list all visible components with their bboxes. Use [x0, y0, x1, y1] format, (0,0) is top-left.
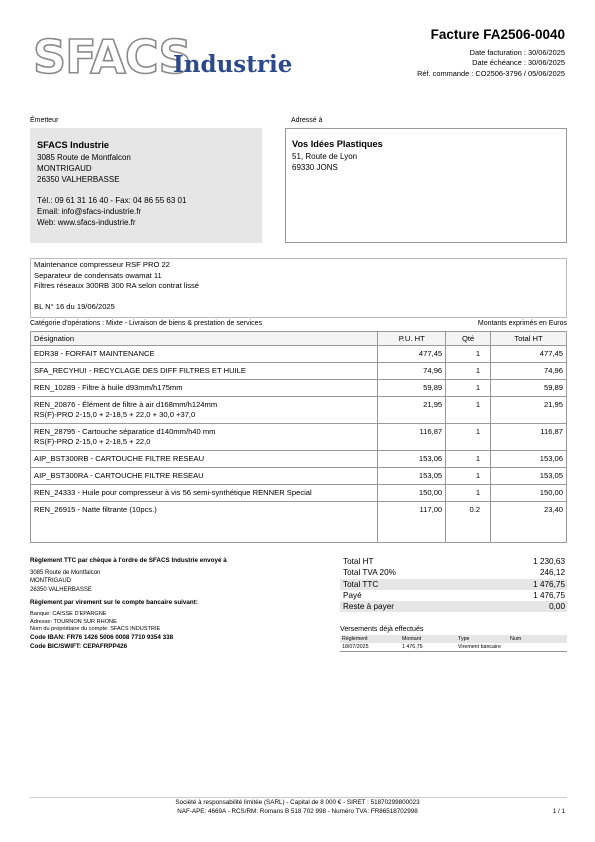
- footer: [0, 799, 595, 817]
- cell-designation: SFA_RECYHUI - RECYCLAGE DES DIFF FILTRES ET HUILE: [31, 363, 378, 380]
- total-label: Payé: [343, 590, 362, 600]
- cell-total: 59,89: [491, 380, 567, 397]
- emetteur-label: Émetteur: [30, 117, 59, 124]
- cell-total: 21,95: [491, 397, 567, 424]
- description-box: [30, 258, 567, 318]
- designation-detail: RS(F)-PRO 2-15,0 + 2-18,5 + 22,0: [34, 437, 151, 446]
- emetteur-address-line: 3085 Route de Montfalcon: [37, 153, 131, 162]
- cell-designation: REN_10289 - Filtre à huile d93mm/h175mm: [31, 380, 378, 397]
- totals-block: [340, 556, 567, 612]
- cell-qte: 1: [446, 485, 491, 502]
- cell-pu: 59,89: [378, 380, 446, 397]
- cell-designation: AIP_BST300RA - CARTOUCHE FILTRE RESEAU: [31, 468, 378, 485]
- total-value: 1 230,63: [533, 557, 565, 566]
- currency-note: Montants exprimés en Euros: [477, 320, 567, 327]
- ref-commande: Réf. commande : CO2506-3796 / 05/06/2025: [417, 68, 565, 78]
- designation-line: REN_20876 - Élément de filtre à air d168mm/h124mm: [34, 400, 218, 409]
- cell-pu: 21,95: [378, 397, 446, 424]
- cell-total: 477,45: [491, 346, 567, 363]
- vers-col-num: Num: [508, 635, 567, 643]
- table-row: [31, 346, 567, 363]
- cell-qte: 0.2: [446, 502, 491, 543]
- footer-legal-line: Société à responsabilité limitée (SARL) - Capital de 8 000 € - SIRET : 51870299800023: [175, 799, 420, 806]
- emetteur-email: Email: info@sfacs-industrie.fr: [37, 207, 142, 216]
- destinataire-label: Adressé à: [291, 117, 323, 124]
- category-text: Catégorie d'opérations : Mixte - Livraison de biens & prestation de services: [30, 320, 263, 327]
- description-spacer: [34, 292, 563, 303]
- total-value: 0,00: [549, 602, 565, 612]
- bank-line: Banque: CAISSE D'EPARGNE: [30, 610, 107, 617]
- cell-pu: 74,96: [378, 363, 446, 380]
- vers-date: 18/07/2025: [340, 643, 400, 652]
- logo-industrie-text: Industrie: [173, 51, 293, 78]
- destinataire-address-line: 51, Route de Lyon: [292, 152, 358, 161]
- cell-total: 153,06: [491, 451, 567, 468]
- total-label: Total TTC: [343, 579, 379, 589]
- table-row: [31, 502, 567, 543]
- table-row: [31, 451, 567, 468]
- col-designation: Désignation: [31, 332, 378, 346]
- cell-total: 116,87: [491, 424, 567, 451]
- cell-qte: 1: [446, 346, 491, 363]
- cell-total: 23,40: [491, 502, 567, 543]
- category-line: [30, 320, 567, 327]
- date-facturation: Date facturation : 30/06/2025: [469, 48, 565, 57]
- items-table: [30, 331, 567, 543]
- cheque-address-line: 26350 VALHERBASSE: [30, 586, 92, 593]
- cell-pu: 153,06: [378, 451, 446, 468]
- emetteur-website: Web: www.sfacs-industrie.fr: [37, 218, 136, 227]
- cell-pu: 153,05: [378, 468, 446, 485]
- page-number: 1 / 1: [552, 808, 565, 815]
- vers-col-type: Type: [456, 635, 508, 643]
- footer-legal-line: NAF-APE: 4669A - RCS/RM: Romans B 518 702 998 - Numéro TVA: FR86518702998: [177, 807, 418, 815]
- vers-col-reglement: Règlement: [340, 635, 400, 643]
- table-row: [31, 485, 567, 502]
- designation-detail: RS(F)-PRO 2-15,0 + 2-18,5 + 22,0 + 30,0 +37,0: [34, 410, 196, 419]
- col-total: Total HT: [491, 332, 567, 346]
- total-label: Total TVA 20%: [343, 568, 396, 578]
- vers-num: [508, 643, 567, 652]
- cell-total: 150,00: [491, 485, 567, 502]
- cell-qte: 1: [446, 468, 491, 485]
- cell-qte: 1: [446, 397, 491, 424]
- cell-designation: AIP_BST300RB - CARTOUCHE FILTRE RESEAU: [31, 451, 378, 468]
- description-line: Filtres réseaux 300RB 300 RA selon contrat lissé: [34, 281, 200, 290]
- date-echeance: Date échéance : 30/06/2025: [472, 58, 565, 68]
- description-line: Maintenance compresseur RSF PRO 22: [34, 260, 170, 269]
- emetteur-address-line: MONTRIGAUD: [37, 164, 92, 173]
- total-label: Reste à payer: [343, 602, 394, 612]
- destinataire-address-line: 69330 JONS: [292, 163, 338, 172]
- col-qte: Qté: [446, 332, 491, 346]
- total-value: 1 476,75: [533, 579, 565, 589]
- bank-line: Nom du propriétaire du compte: SFACS INDUSTRIE: [30, 626, 161, 633]
- total-tva-row: [340, 567, 567, 578]
- bank-line: Adresse: TOURNON SUR RHONE: [30, 618, 117, 625]
- total-value: 1 476,75: [533, 590, 565, 600]
- invoice-title: Facture FA2506-0040: [430, 27, 565, 42]
- table-header-row: [31, 332, 567, 346]
- vers-montant: 1 476,75: [400, 643, 456, 652]
- emetteur-phone: Tél.: 09 61 31 16 40 - Fax: 04 86 55 63 01: [37, 196, 187, 205]
- table-row: [31, 380, 567, 397]
- vers-type: Virement bancaire: [456, 643, 508, 652]
- total-label: Total HT: [343, 557, 374, 566]
- cheque-title: Règlement TTC par chèque à l'ordre de SFACS Industrie envoyé à: [30, 557, 227, 564]
- vers-col-montant: Montant: [400, 635, 456, 643]
- versements-title: Versements déjà effectués: [340, 625, 424, 633]
- emetteur-box: [30, 128, 262, 243]
- table-row: [31, 363, 567, 380]
- cheque-address-line: MONTRIGAUD: [30, 578, 71, 585]
- cell-designation: REN_26915 - Natte filtrante (10pcs.): [31, 502, 378, 543]
- invoice-meta: [417, 48, 565, 79]
- description-line: Separateur de condensats owamat 11: [34, 270, 162, 280]
- emetteur-name: SFACS Industrie: [37, 140, 109, 150]
- destinataire-box: [285, 128, 567, 243]
- versements-row: [340, 643, 567, 652]
- table-row: [31, 468, 567, 485]
- destinataire-name: Vos Idées Plastiques: [292, 139, 383, 149]
- versements-header-row: [340, 635, 567, 643]
- cell-qte: 1: [446, 451, 491, 468]
- bic-swift: Code BIC/SWIFT: CEPAFRPP426: [30, 642, 128, 650]
- cell-pu: 150,00: [378, 485, 446, 502]
- virement-title: Règlement par virement sur le compte bancaire suivant:: [30, 599, 198, 607]
- cell-qte: 1: [446, 363, 491, 380]
- cell-total: 74,96: [491, 363, 567, 380]
- cell-total: 153,05: [491, 468, 567, 485]
- emetteur-address-line: 26350 VALHERBASSE: [37, 175, 120, 184]
- logo-sfacs-text: SFACS: [33, 30, 191, 84]
- payment-instructions: [30, 557, 310, 651]
- table-row: [31, 424, 567, 451]
- company-logo: [33, 30, 293, 84]
- total-value: 246,12: [539, 568, 565, 578]
- total-ttc-row: [340, 579, 567, 590]
- cell-pu: 116,87: [378, 424, 446, 451]
- designation-line: REN_28795 - Cartouche séparatice d140mm/h40 mm: [34, 427, 216, 436]
- cell-qte: 1: [446, 424, 491, 451]
- cell-designation: REN_24333 - Huile pour compresseur à vis 56 semi-synthétique RENNER Special: [31, 485, 378, 502]
- cell-designation: EDR38 - FORFAIT MAINTENANCE: [31, 346, 378, 363]
- table-row: [31, 397, 567, 424]
- bon-livraison: BL N° 16 du 19/06/2025: [34, 302, 115, 311]
- cell-pu: 477,45: [378, 346, 446, 363]
- cell-designation: [31, 397, 378, 424]
- cheque-address-line: 3085 Route de Montfalcon: [30, 569, 101, 576]
- total-ht-row: [340, 556, 567, 567]
- iban: Code IBAN: FR76 1426 5006 0008 7710 9354 338: [30, 634, 174, 642]
- paid-row: [340, 590, 567, 601]
- footer-divider: [30, 797, 567, 798]
- remaining-row: [340, 601, 567, 612]
- col-pu: P.U. HT: [378, 332, 446, 346]
- versements-table: [340, 635, 567, 652]
- cell-qte: 1: [446, 380, 491, 397]
- cell-pu: 117,00: [378, 502, 446, 543]
- cell-designation: [31, 424, 378, 451]
